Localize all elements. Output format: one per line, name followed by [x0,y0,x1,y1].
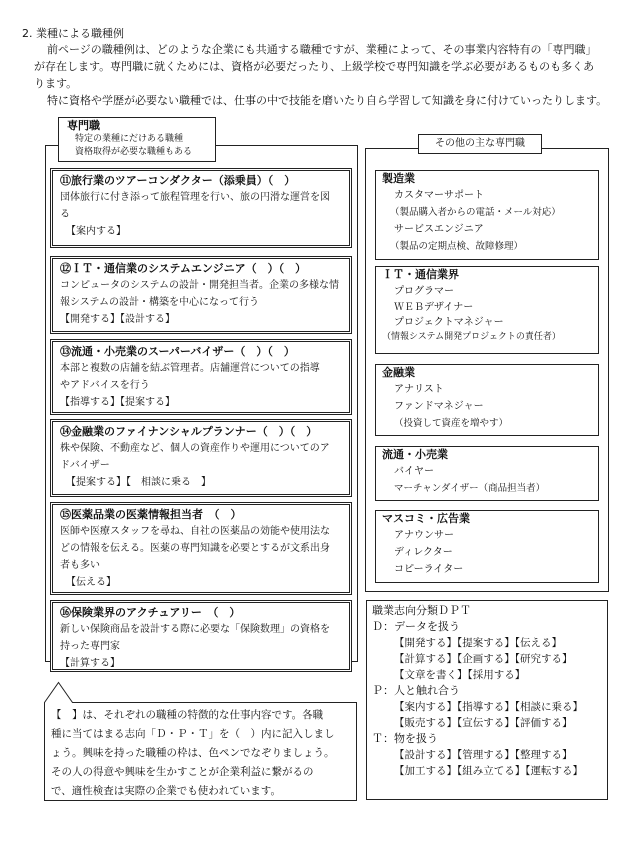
job-title: ⑮医薬品業の医薬情報担当者 （ ） [60,508,242,521]
job-desc-line: 者も多い [60,560,100,571]
senmon-label-box [58,117,216,162]
dpt-row: 【販売する】【宣伝する】【評価する】 [394,717,573,729]
industry-item: （製品の定期点検、故障修理） [390,241,524,252]
job-tags: 【伝える】 [66,577,116,588]
job-desc-line: 本部と複数の店舗を結ぶ管理者。店舗運営についての指導 [60,363,320,374]
job-box-mr [50,502,352,595]
job-desc-line: 株や保険、不動産など、個人の資産作りや運用についてのア [60,443,330,454]
industry-item: ＷＥＢデザイナー [394,302,474,313]
industry-name: ＩＴ・通信業界 [382,268,459,281]
industry-item: バイヤー [394,466,434,477]
senmon-sub-2: 資格取得が必要な職種もある [75,147,193,157]
job-desc-line: 団体旅行に付き添って旅程管理を行い、旅の円滑な運営を図 [60,192,330,203]
industry-it [375,266,599,354]
industry-item: マーチャンダイザー（商品担当者） [394,483,546,494]
senmon-title: 専門職 [67,119,100,132]
job-tags: 【案内する】 [66,226,126,237]
section-heading: 2. 業種による職種例 [22,27,124,40]
industry-item: （情報システム開発プロジェクトの責任者） [382,332,561,342]
industry-item: ディレクター [394,547,453,558]
industry-finance [375,364,599,436]
note-line: で、適性検査は実際の企業でも使われています。 [51,785,281,797]
other-jobs-title-box [418,134,542,154]
industry-item: サービスエンジニア [394,224,484,235]
dpt-group-d-label: Ｄ：データを扱う [372,620,460,633]
dpt-row: 【開発する】【提案する】【伝える】 [394,637,562,649]
industry-item: プロジェクトマネジャー [394,317,504,328]
industry-item: （製品購入者からの電話・メール対応） [390,207,561,218]
industry-name: 金融業 [382,366,415,379]
job-title: ⑬流通・小売業のスーパーバイザー（ ）（ ） [60,345,295,358]
note-line: 【 】は、それぞれの職種の特徴的な仕事内容です。各職 [51,709,324,721]
industry-name: 流通・小売業 [382,448,448,461]
job-box-supervisor [50,339,352,415]
job-title: ⑭金融業のファイナンシャルプランナー（ ）（ ） [60,425,318,438]
industry-name: マスコミ・広告業 [382,512,470,525]
dpt-group-p-label: Ｐ：人と触れ合う [372,684,460,697]
job-box-tour-conductor [50,168,352,248]
note-line: ょう。興味を持った職種の枠は、色ペンでなぞりましょう。 [51,747,335,759]
job-desc-line: コンピュータのシステムの設計・開発担当者。企業の多様な情 [60,280,339,291]
job-desc-line: やアドバイスを行う [60,380,150,391]
industry-item: アナウンサー [394,530,454,541]
job-tags: 【開発する】【設計する】 [60,314,175,325]
dpt-row: 【案内する】【指導する】【相談に乗る】 [394,701,583,713]
senmon-sub-1: 特定の業種にだけある職種 [75,134,184,144]
job-tags: 【提案する】【 相談に乗る 】 [66,477,211,488]
industry-retail [375,446,599,501]
job-title: ⑯保険業界のアクチュアリー （ ） [60,606,241,619]
job-desc-line: 持った専門家 [60,641,120,652]
job-title: ⑪旅行業のツアーコンダクター（添乗員）（ ） [60,174,296,187]
job-desc-line: 医師や医療スタッフを尋ね、自社の医薬品の効能や使用法な [60,526,330,537]
note-line: その人の得意や興味を生かすことが企業利益に繋がるの [51,766,314,778]
industry-item: アナリスト [394,384,444,395]
other-jobs-title: その他の主な専門職 [435,138,525,149]
industry-item: コピーライター [394,564,464,575]
job-box-actuary [50,600,352,672]
dpt-title: 職業志向分類ＤＰＴ [372,604,471,617]
intro-line-4: 特に資格や学歴が必要ない職種では、仕事の中で技能を磨いたり自ら学習して知識を身に付けていったりします。 [47,94,608,107]
intro-line-3: ります。 [34,77,78,90]
industry-item: カスタマーサポート [394,190,484,201]
job-desc-line: 報システムの設計・構築を中心になって行う [60,297,259,308]
job-box-financial-planner [50,419,352,497]
industry-item: （投資して資産を増やす） [394,418,509,429]
job-tags: 【指導する】【提案する】 [60,397,175,408]
intro-line-2: が存在します。専門職に就くためには、資格が必要だったり、上級学校で専門知識を学ぶ必要があるものも多くあ [34,60,595,73]
dpt-row: 【計算する】【企画する】【研究する】 [394,653,573,665]
note-text [51,706,361,801]
dpt-box [366,600,608,800]
dpt-row: 【加工する】【組み立てる】【運転する】 [394,765,583,777]
job-desc-line: ドバイザー [60,460,110,471]
industry-manufacturing [375,170,599,260]
dpt-row: 【文章を書く】【採用する】 [394,669,526,681]
job-desc-line: どの情報を伝える。医薬の専門知識を必要とするが文系出身 [60,543,330,554]
dpt-row: 【設計する】【管理する】【整理する】 [394,749,573,761]
note-line: 種に当てはまる志向「Ｄ・Ｐ・Ｔ」を（ ）内に記入しまし [51,728,335,740]
industry-name: 製造業 [382,172,415,185]
industry-item: ファンドマネジャー [394,401,484,412]
job-title: ⑫ＩＴ・通信業のシステムエンジニア（ ）（ ） [60,262,307,275]
job-box-system-engineer [50,256,352,334]
intro-line-1: 前ページの職種例は、どのような企業にも共通する職種ですが、業種によって、その事業内容特有の「専門職」 [47,43,597,56]
job-tags: 【計算する】 [60,658,120,669]
job-desc-line: る [60,209,70,220]
dpt-group-t-label: Ｔ：物を扱う [372,732,438,745]
industry-media [375,510,599,583]
job-desc-line: 新しい保険商品を設計する際に必要な「保険数理」の資格を [60,624,330,635]
industry-item: プログラマー [394,286,454,297]
